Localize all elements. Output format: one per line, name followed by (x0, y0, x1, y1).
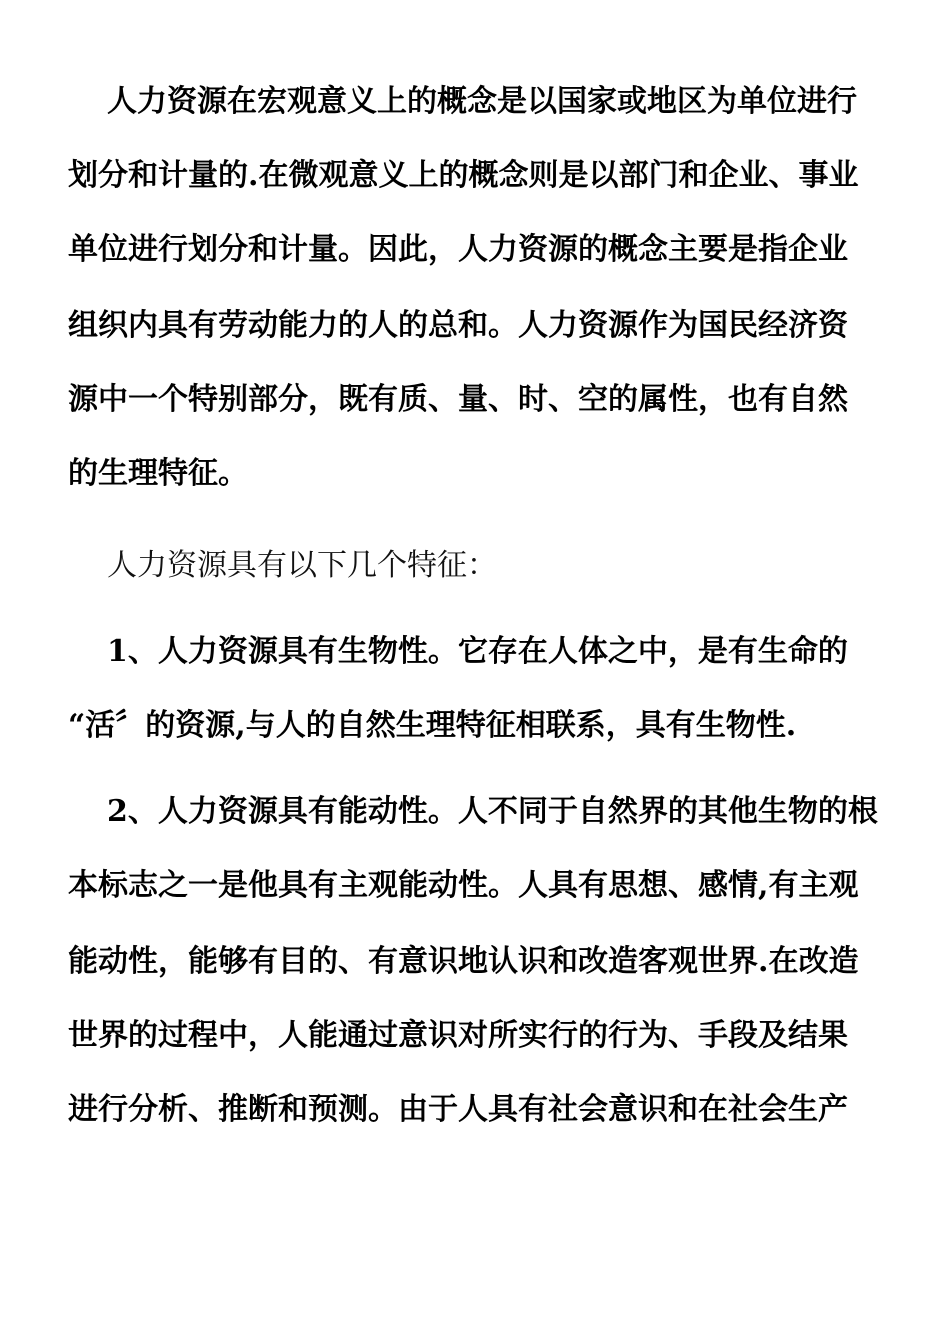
paragraph-4-line-3: 能动性，能够有目的、有意识地认识和改造客观世界.在改造 (68, 944, 859, 979)
paragraph-1-line-1: 人力资源在宏观意义上的概念是以国家或地区为单位进行 (107, 84, 857, 119)
paragraph-4-line-2: 本标志之一是他具有主观能动性。人具有思想、感情,有主观 (68, 868, 859, 903)
paragraph-3-line-2: “活〞的资源,与人的自然生理特征相联系，具有生物性. (68, 708, 797, 743)
paragraph-1-line-4: 组织内具有劳动能力的人的总和。人力资源作为国民经济资 (68, 308, 848, 343)
paragraph-1-line-5: 源中一个特别部分，既有质、量、时、空的属性，也有自然 (68, 382, 848, 417)
paragraph-1-line-6: 的生理特征。 (68, 456, 248, 491)
paragraph-4-line-1: 2、人力资源具有能动性。人不同于自然界的其他生物的根 (107, 794, 878, 829)
paragraph-1-line-3: 单位进行划分和计量。因此，人力资源的概念主要是指企业 (68, 232, 848, 267)
paragraph-4-line-5: 进行分析、推断和预测。由于人具有社会意识和在社会生产 (68, 1092, 848, 1127)
paragraph-3-line-1: 1、人力资源具有生物性。它存在人体之中，是有生命的 (107, 634, 848, 669)
paragraph-1-line-2: 划分和计量的.在微观意义上的概念则是以部门和企业、事业 (68, 158, 859, 193)
paragraph-4-line-4: 世界的过程中，人能通过意识对所实行的行为、手段及结果 (68, 1018, 848, 1053)
paragraph-2-line-1: 人力资源具有以下几个特征： (107, 548, 497, 583)
